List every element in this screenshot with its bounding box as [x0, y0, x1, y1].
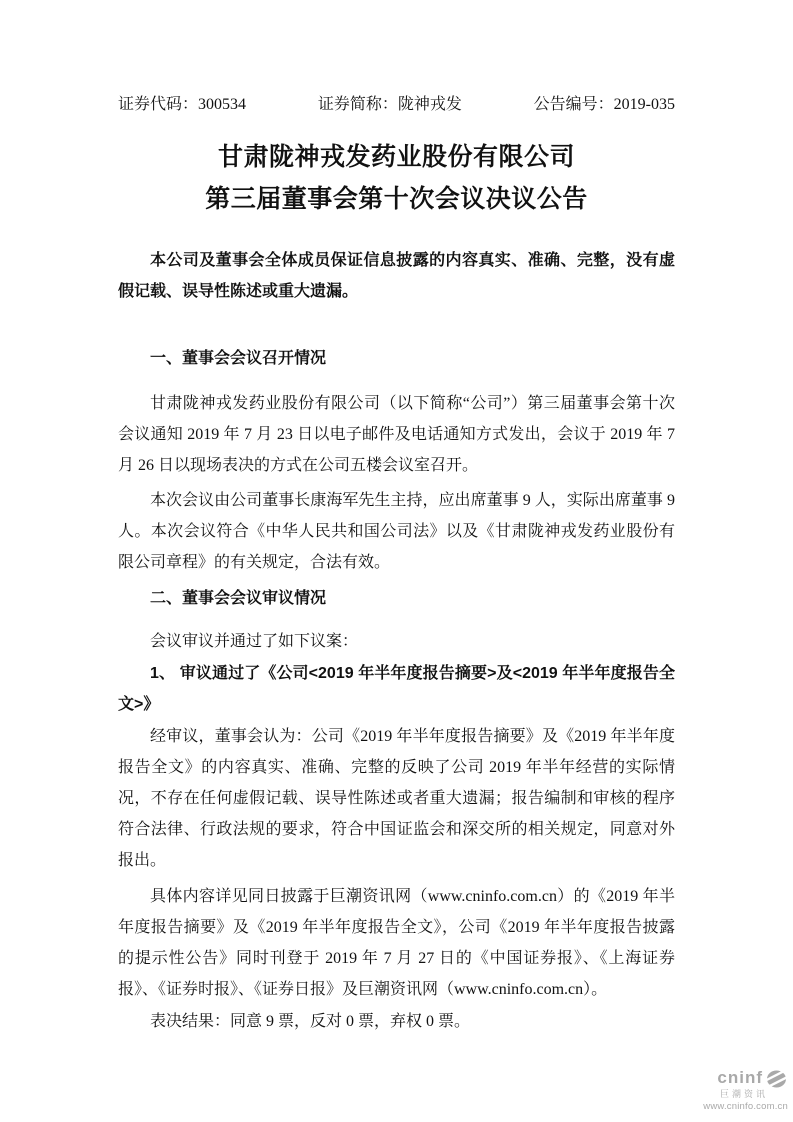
document-content — [118, 0, 675, 1037]
notice-paragraph: 甘肃陇神戎发药业股份有限公司（以下简称“公司”）第三届董事会第十次会议通知 2019 年 7 月 23 日以电子邮件及电话通知方式发出，会议于 2019 年 7 月 26 日以现场表决的方式在公司五楼会议室召开。 — [118, 395, 675, 474]
cninfo-url: www.cninfo.com.cn — [703, 1100, 788, 1112]
cninfo-logo-text: cninf — [717, 1068, 763, 1088]
disclosure-paragraph: 具体内容详见同日披露于巨潮资讯网（www.cninfo.com.cn）的《2019 年半年度报告摘要》及《2019 年半年度报告全文》，公司《2019 年半年度报告披露的提示性公告》同时刊登于 2019 年 7 月 27 日的《中国证券报》、《上海证券报》、《证券时报》、《证券日报》及巨潮资讯网（www.cninfo.com.cn）。 — [118, 888, 675, 998]
section-heading-review: 二、董事会会议审议情况 — [150, 590, 327, 607]
stock-code: 证券代码：300534 — [118, 96, 247, 113]
document-title: 第三届董事会第十次会议决议公告 — [205, 185, 588, 213]
cninfo-watermark — [703, 1069, 788, 1112]
vote-result-paragraph: 表决结果：同意 9 票，反对 0 票，弃权 0 票。 — [150, 1013, 471, 1030]
resolution-intro: 会议审议并通过了如下议案： — [150, 633, 359, 650]
cninfo-swirl-icon — [765, 1069, 788, 1089]
company-title: 甘肃陇神戎发药业股份有限公司 — [217, 143, 575, 171]
resolution-item-title: 1、 审议通过了《公司<2019 年半年度报告摘要>及<2019 年半年度报告全文>》 — [118, 665, 675, 713]
cninfo-logo — [703, 1069, 788, 1089]
section-heading-convene: 一、董事会会议召开情况 — [150, 350, 327, 367]
document-header — [118, 94, 675, 116]
attendance-paragraph: 本次会议由公司董事长康海军先生主持，应出席董事 9 人，实际出席董事 9 人。本次会议符合《中华人民共和国公司法》以及《甘肃陇神戎发药业股份有限公司章程》的有关规定，合法有效。 — [118, 492, 675, 571]
stock-short-name: 证券简称：陇神戎发 — [317, 96, 462, 113]
announcement-number: 公告编号：2019-035 — [533, 96, 675, 113]
disclaimer-paragraph: 本公司及董事会全体成员保证信息披露的内容真实、准确、完整，没有虚假记载、误导性陈述或重大遗漏。 — [118, 252, 675, 300]
cninfo-name-cn: 巨潮资讯 — [719, 1088, 768, 1099]
review-opinion-paragraph: 经审议，董事会认为：公司《2019 年半年度报告摘要》及《2019 年半年度报告全文》的内容真实、准确、完整的反映了公司 2019 年半年经营的实际情况，不存在任何虚假记载、误导性陈述或者重大遗漏；报告编制和审核的程序符合法律、行政法规的要求，符合中国证监会和深交所的相关规定，同意对外报出。 — [118, 728, 675, 869]
